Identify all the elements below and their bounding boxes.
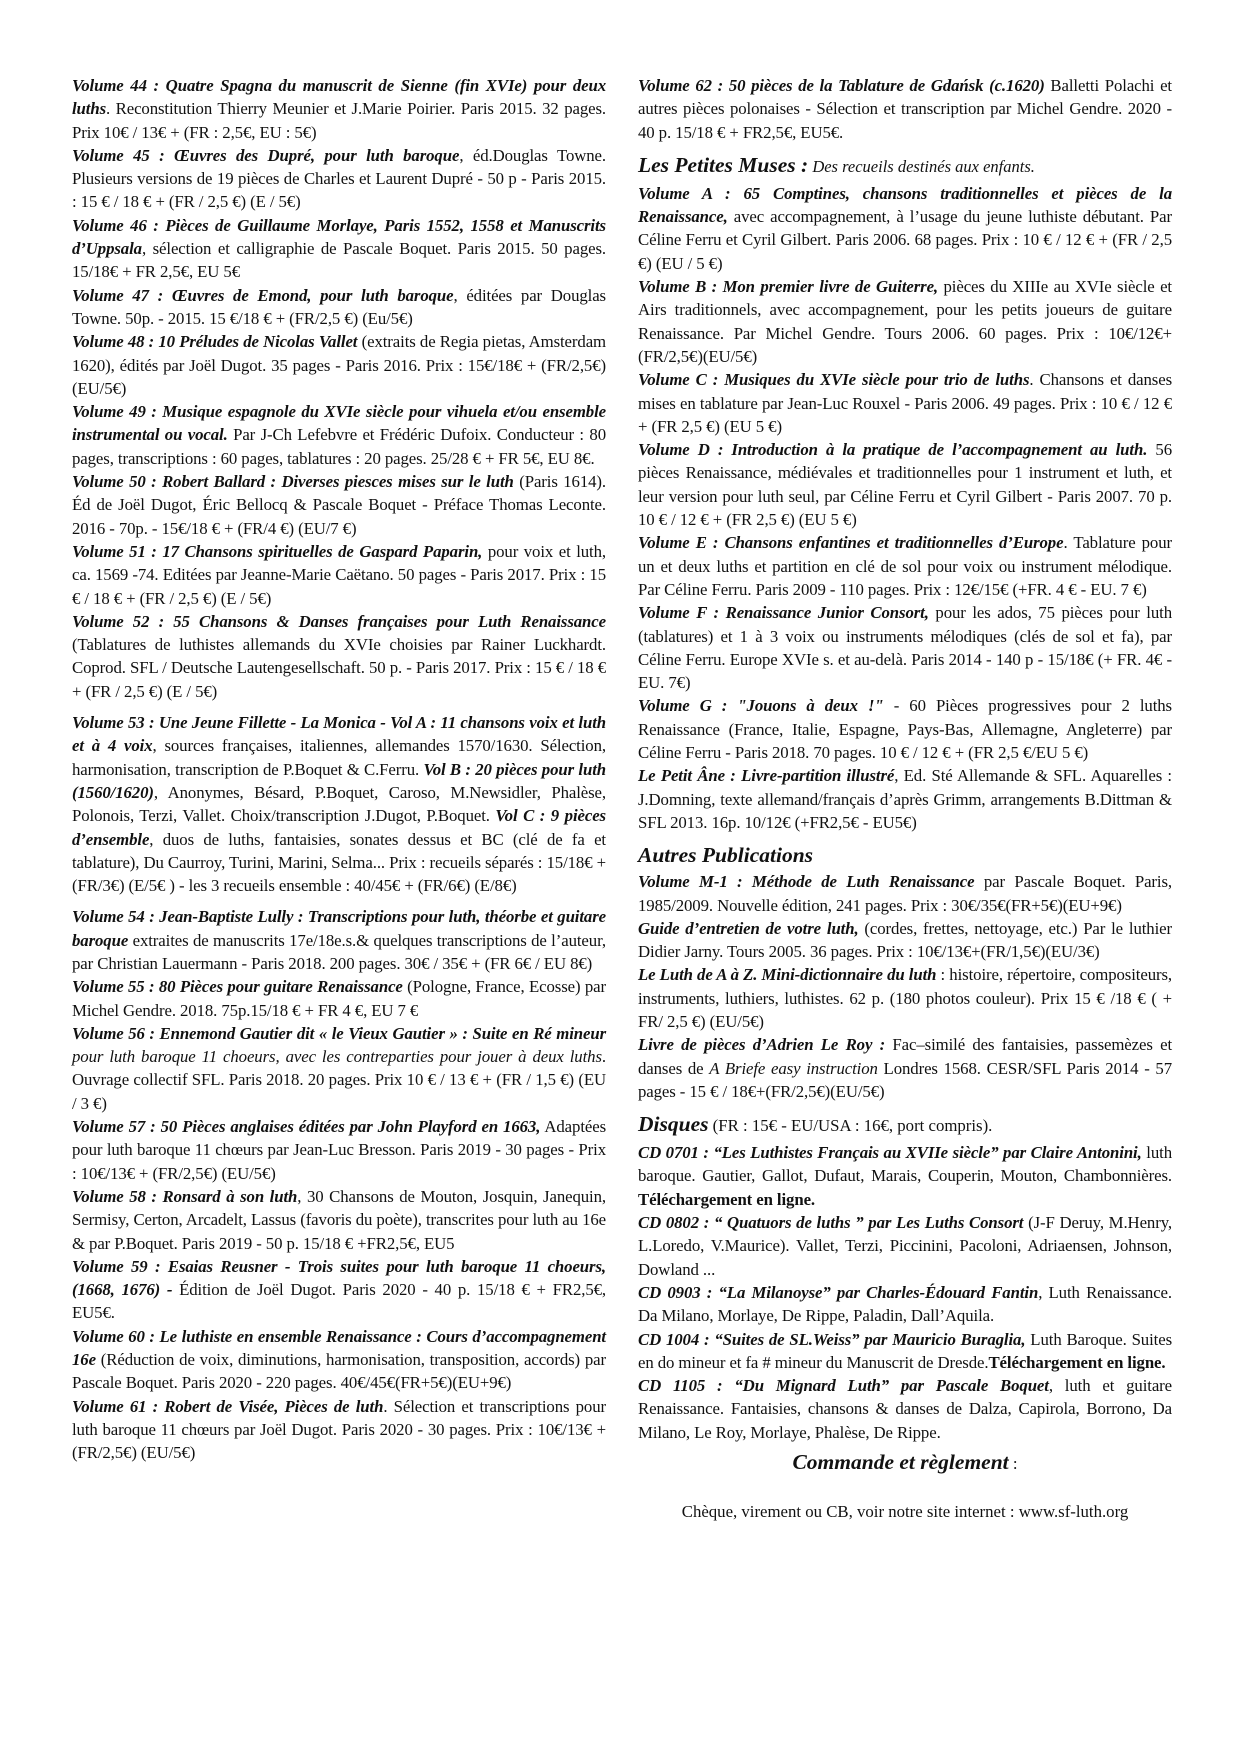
left-column [72,74,606,1523]
disques-heading: Disques (FR : 15€ - EU/USA : 16€, port compris). [638,1112,993,1137]
entry-volume-61: Volume 61 : Robert de Visée, Pièces de luth. Sélection et transcriptions pour luth baroque 11 chœurs par Joël Dugot. Paris 2020 - 30 pages. Prix : 10€/13€ + (FR/2,5€) (EU/5€) [72,1396,606,1463]
commande-text: Chèque, virement ou CB, voir notre site internet : www.sf-luth.org [681,1501,1129,1521]
entry-cd-0802: CD 0802 : “ Quatuors de luths ” par Les Luths Consort (J-F Deruy, M.Henry, L.Loredo, V.Maurice). Vallet, Terzi, Piccinini, Pacoloni, Adriaensen, Johnson, Dowland ... [638,1213,1172,1279]
entry-volume-52: Volume 52 : 55 Chansons & Danses françaises pour Luth Renaissance (Tablatures de luthistes allemands du XVIe choisies par Rainer Luckhardt. Coprod. SFL / Deutsche Lautengesellschaft. 50 p. - Paris 2017. Prix : 15 € / 18 € + (FR / 2,5 €) (E / 5€) [72,611,606,701]
entry-volume-54: Volume 54 : Jean-Baptiste Lully : Transcriptions pour luth, théorbe et guitare baroque extraites de manuscrits 17e/18e.s.& quelques transcriptions de l’auteur, par Christian Lauermann - Paris 2018. 200 pages. 30€ / 35€ + (FR 6€ / EU 8€) [72,907,606,973]
entry-volume-48: Volume 48 : 10 Préludes de Nicolas Vallet (extraits de Regia pietas, Amsterdam 1620), édités par Joël Dugot. 35 pages - Paris 2016. Prix : 15€/18€ + (FR/2,5€) (EU/5€) [72,332,606,398]
entry-volume-m1: Volume M-1 : Méthode de Luth Renaissance par Pascale Boquet. Paris, 1985/2009. Nouvelle édition, 241 pages. Prix : 30€/35€(FR+5€)(EU+9€) [638,872,1172,915]
entry-volume-59: Volume 59 : Esaias Reusner - Trois suites pour luth baroque 11 choeurs, (1668, 1676) - Édition de Joël Dugot. Paris 2020 - 40 p. 15/18 € + FR2,5€, EU5€. [72,1256,607,1323]
entry-cd-0701: CD 0701 : “Les Luthistes Français au XVIIe siècle” par Claire Antonini, luth baroque. Gautier, Gallot, Dufaut, Marais, Couperin, Mouton, Chambonnières. Téléchargement en ligne. [638,1143,1172,1209]
entry-volume-c: Volume C : Musiques du XVIe siècle pour trio de luths. Chansons et danses mises en tablature par Jean-Luc Rouxel - Paris 2006. 49 pages. Prix : 10 € / 12 € + (FR 2,5 €) (EU 5 €) [638,370,1172,436]
entry-volume-49: Volume 49 : Musique espagnole du XVIe siècle pour vihuela et/ou ensemble instrumental ou vocal. Par J-Ch Lefebvre et Frédéric Dufoix. Conducteur : 80 pages, transcriptions : 60 pages, tablatures : 20 pages. 25/28 € + FR 5€, EU 8€. [72,402,606,468]
autres-publications-heading: Autres Publications [638,843,814,868]
right-column [638,74,1172,1523]
entry-guide-entretien: Guide d’entretien de votre luth, (cordes, frettes, nettoyage, etc.) Par le luthier Didier Jarny. Tours 2005. 36 pages. Prix : 10€/13€+(FR/1,5€)(EU/3€) [638,918,1172,962]
entry-volume-45: Volume 45 : Œuvres des Dupré, pour luth baroque, éd.Douglas Towne. Plusieurs versions de 19 pièces de Charles et Laurent Dupré - 50 p - Paris 2015. : 15 € / 18 € + (FR / 2,5 €) (E / 5€) [72,145,606,212]
entry-volume-46: Volume 46 : Pièces de Guillaume Morlaye, Paris 1552, 1558 et Manuscrits d’Uppsala, sélection et calligraphie de Pascale Boquet. Paris 2015. 50 pages. 15/18€ + FR 2,5€, EU 5€ [72,215,606,282]
entry-volume-51: Volume 51 : 17 Chansons spirituelles de Gaspard Paparin, pour voix et luth, ca. 1569 -74. Editées par Jeanne-Marie Caëtano. 50 pages - Paris 2017. Prix : 15 € / 18 € + (FR / 2,5 €) (E / 5€) [72,541,606,608]
entry-volume-e: Volume E : Chansons enfantines et traditionnelles d’Europe. Tablature pour un et deux luths et partition en clé de sol pour voix ou instrument mélodique. Par Céline Ferru. Paris 2009 - 110 pages. Prix : 12€/15€ (+FR. 4 € - EU. 7 €) [638,533,1173,599]
entry-volume-58: Volume 58 : Ronsard à son luth, 30 Chansons de Mouton, Josquin, Janequin, Sermisy, Certon, Arcadelt, Lassus (favoris du poète), transcrites pour luth au 16e & par P.Boquet. Paris 2019 - 50 p. 15/18 € +FR2,5€, EU5 [72,1186,606,1253]
entry-volume-f: Volume F : Renaissance Junior Consort, pour les ados, 75 pièces pour luth (tablatures) et 1 à 3 voix ou instruments mélodiques (clés de sol et fa), par Céline Ferru. Europe XVIe s. et au-delà. Paris 2014 - 140 p - 15/18€ (+ FR. 4€ - EU. 7€) [638,603,1172,693]
entry-cd-1105: CD 1105 : “Du Mignard Luth” par Pascale Boquet, luth et guitare Renaissance. Fantaisies, chansons & danses de Dalza, Capirola, Borrono, Da Milano, Le Roy, Morlaye, Phalèse, De Rippe. [638,1376,1173,1442]
entry-volume-a: Volume A : 65 Comptines, chansons traditionnelles et pièces de la Renaissance, avec accompagnement, à l’usage du jeune luthiste débutant. Par Céline Ferru et Cyril Gilbert. Paris 2006. 68 pages. Prix : 10 € / 12 € + (FR / 2,5 €) (EU / 5 €) [638,183,1172,273]
commande-heading: Commande et règlement : [792,1450,1018,1475]
entry-volume-47: Volume 47 : Œuvres de Emond, pour luth baroque, éditées par Douglas Towne. 50p. - 2015. 15 €/18 € + (FR/2,5 €) (Eu/5€) [72,285,606,328]
entry-volume-d: Volume D : Introduction à la pratique de l’accompagnement au luth. 56 pièces Renaissance, médiévales et traditionnelles pour 1 instrument et luth, et leur version pour luth seul, par Céline Ferru et Cyril Gilbert - Paris 2007. 70 p. 10 € / 12 € + (FR 2,5 €) (EU 5 €) [638,440,1172,530]
entry-cd-0903: CD 0903 : “La Milanoyse” par Charles-Édouard Fantin, Luth Renaissance. Da Milano, Morlaye, De Rippe, Paladin, Dall’Aquila. [638,1282,1173,1326]
entry-petit-ane: Le Petit Âne : Livre-partition illustré, Ed. Sté Allemande & SFL. Aquarelles : J.Domning, texte allemand/français d’après Grimm, arrangements B.Dittman & SFL 2013. 16p. 10/12€ (+FR2,5€ - EU5€) [638,766,1172,832]
entry-volume-44: Volume 44 : Quatre Spagna du manuscrit de Sienne (fin XVIe) pour deux luths. Reconstitution Thierry Meunier et J.Marie Poirier. Paris 2015. 32 pages. Prix 10€ / 13€ + (FR : 2,5€, EU : 5€) [72,76,606,142]
entry-volume-55: Volume 55 : 80 Pièces pour guitare Renaissance (Pologne, France, Ecosse) par Michel Gendre. 2018. 75p.15/18 € + FR 4 €, EU 7 € [72,977,606,1020]
entry-volume-53: Volume 53 : Une Jeune Fillette - La Monica - Vol A : 11 chansons voix et luth et à 4 voix, sources françaises, italiennes, allemandes 1570/1630. Sélection, harmonisation, transcription de P.Boquet & C.Ferru. Vol B : 20 pièces pour luth (1560/1620), Anonymes, Bésard, P.Boquet, Caroso, M.Newsidler, Phalèse, Polonois, Terzi, Vallet. Choix/transcription J.Dugot, P.Boquet. Vol C : 9 pièces d’ensemble, duos de luths, fantaisies, sonates dessus et BC (clé de fa et tablature), Du Caurroy, Turini, Marini, Selma... Prix : recueils séparés : 15/18€ + (FR/3€) (E/5€ ) - les 3 recueils ensemble : 40/45€ + (FR/6€) (E/8€) [72,713,606,896]
entry-volume-57: Volume 57 : 50 Pièces anglaises éditées par John Playford en 1663, Adaptées pour luth baroque 11 chœurs par Jean-Luc Bresson. Paris 2019 - 30 pages - Prix : 10€/13€ + (FR/2,5€) (EU/5€) [72,1117,607,1183]
entry-volume-60: Volume 60 : Le luthiste en ensemble Renaissance : Cours d’accompagnement 16e (Réduction de voix, diminutions, harmonisation, transposition, accords) par Pascale Boquet. Paris 2020 - 220 pages. 40€/45€(FR+5€)(EU+9€) [72,1326,606,1393]
petites-muses-heading: Les Petites Muses : Des recueils destinés aux enfants. [638,152,1035,177]
entry-volume-56: Volume 56 : Ennemond Gautier dit « le Vieux Gautier » : Suite en Ré mineur pour luth baroque 11 choeurs, avec les contreparties pour jouer à deux luths. Ouvrage collectif SFL. Paris 2018. 20 pages. Prix 10 € / 13 € + (FR / 1,5 €) (EU / 3 €) [72,1023,606,1113]
entry-volume-62: Volume 62 : 50 pièces de la Tablature de Gdańsk (c.1620) Balletti Polachi et autres pièces polonaises - Sélection et transcription par Michel Gendre. 2020 - 40 p. 15/18 € + FR2,5€, EU5€. [638,76,1172,142]
entry-adrien-le-roy: Livre de pièces d’Adrien Le Roy : Fac–similé des fantaisies, passemèzes et danses de A Briefe easy instruction Londres 1568. CESR/SFL Paris 2014 - 57 pages - 15 € / 18€+(FR/2,5€)(EU/5€) [638,1035,1173,1101]
catalogue-page [72,74,1172,1523]
entry-volume-b: Volume B : Mon premier livre de Guiterre, pièces du XIIIe au XVIe siècle et Airs traditionnels, avec accompagnement, pour les petits joueurs de guitare Renaissance. Par Michel Gendre. Tours 2006. 60 pages. Prix : 10€/12€+(FR/2,5€)(EU/5€) [638,277,1172,366]
entry-luth-a-z: Le Luth de A à Z. Mini-dictionnaire du luth : histoire, répertoire, compositeurs, instruments, luthiers, luthistes. 62 p. (180 photos couleur). Prix 15 € /18 € ( + FR/ 2,5 €) (EU/5€) [638,965,1172,1031]
entry-volume-g: Volume G : "Jouons à deux !" - 60 Pièces progressives pour 2 luths Renaissance (France, Italie, Espagne, Pays-Bas, Allemagne, Angleterre) par Céline Ferru - Paris 2018. 70 pages. 10 € / 12 € + (FR 2,5 €/EU 5 €) [638,696,1172,763]
entry-volume-50: Volume 50 : Robert Ballard : Diverses piesces mises sur le luth (Paris 1614). Éd de Joël Dugot, Éric Bellocq & Pascale Boquet - Préface Thomas Leconte. 2016 - 70p. - 15€/18 € + (FR/4 €) (EU/7 €) [72,472,606,538]
entry-cd-1004: CD 1004 : “Suites de SL.Weiss” par Mauricio Buraglia, Luth Baroque. Suites en do mineur et fa # mineur du Manuscrit de Dresde.Téléchargement en ligne. [638,1329,1172,1372]
